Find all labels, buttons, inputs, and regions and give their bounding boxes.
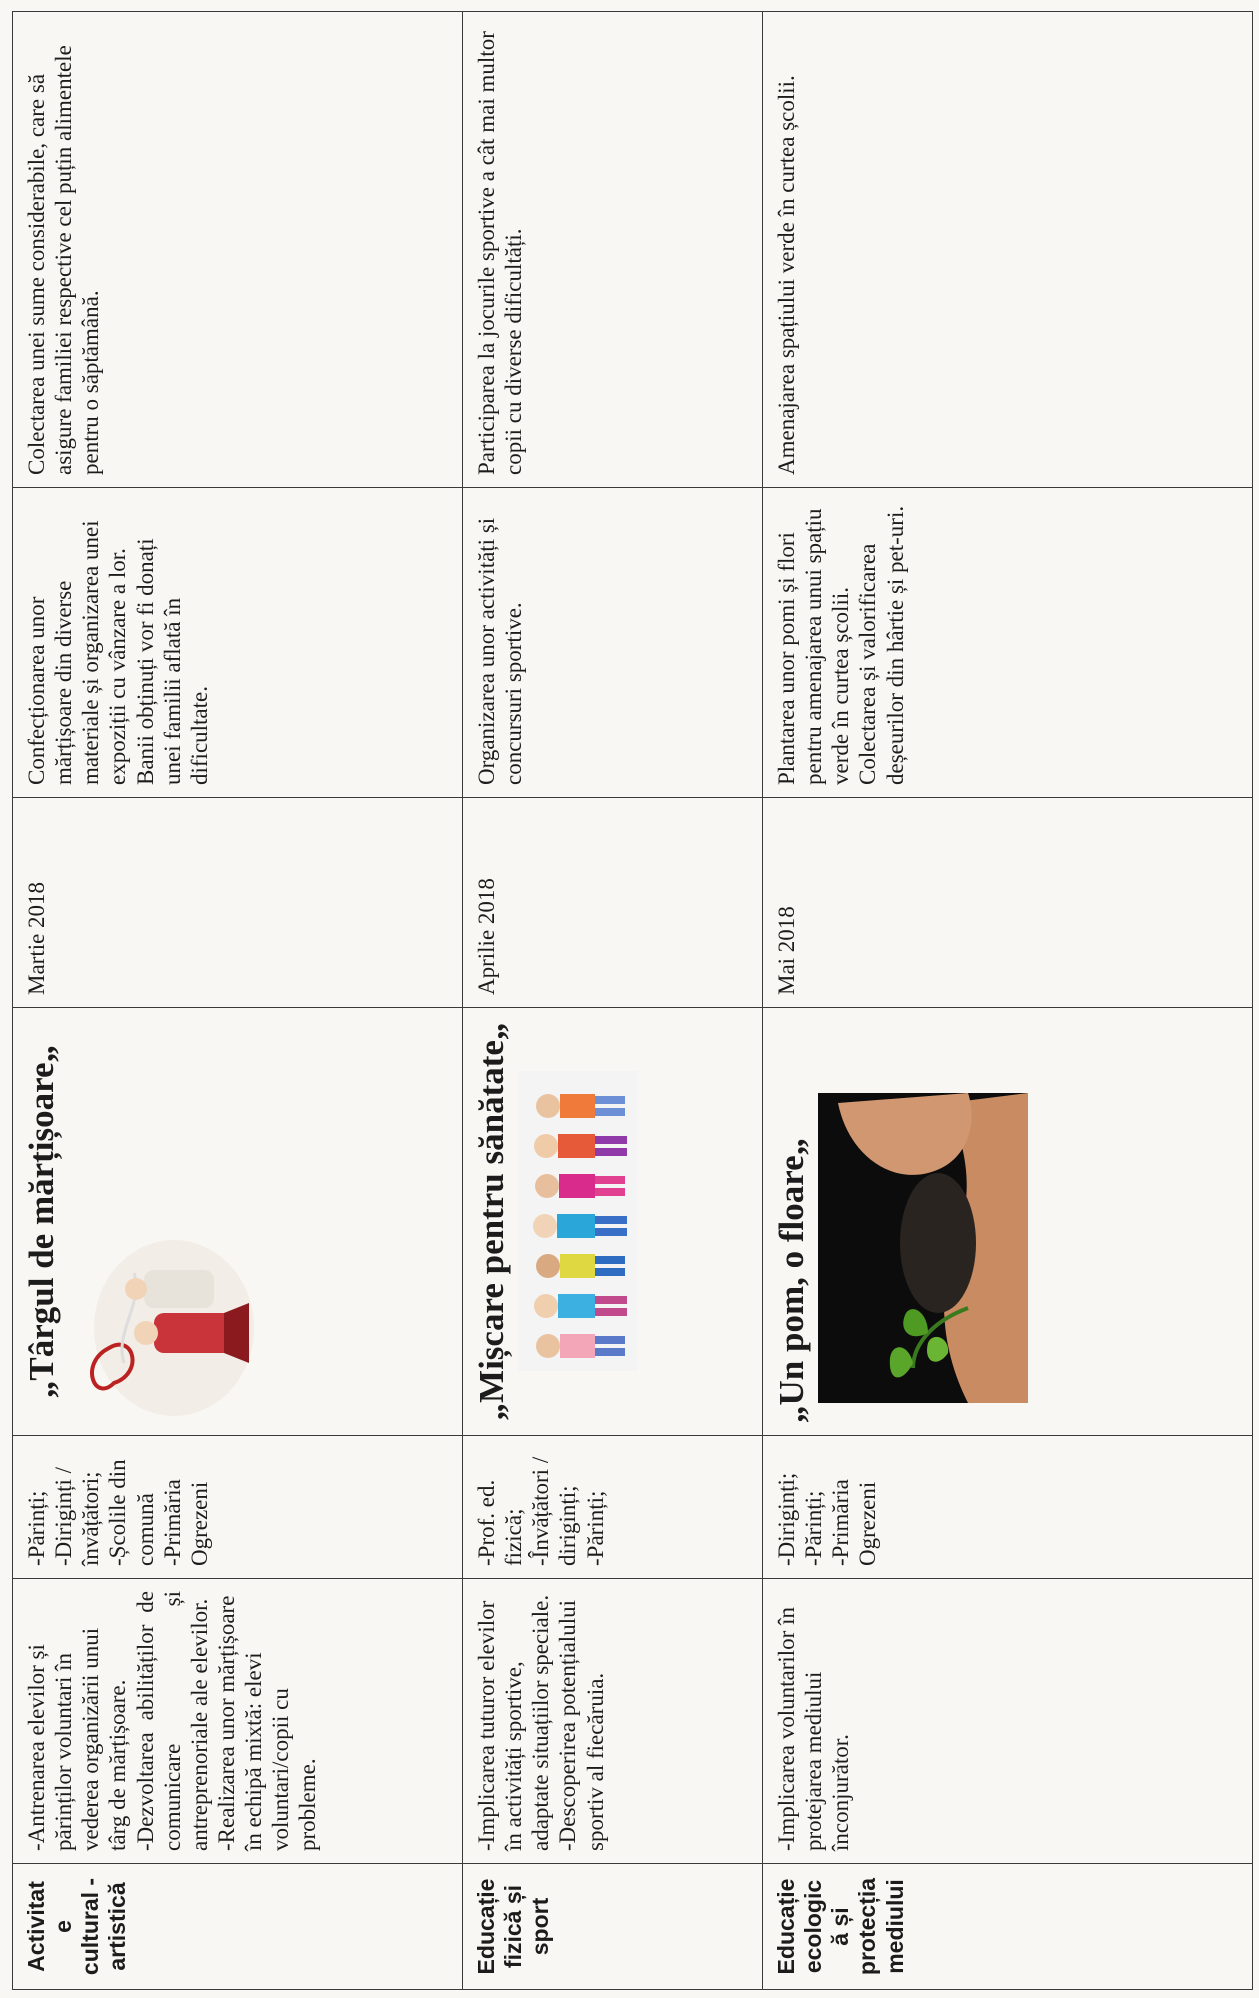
results-cell [13, 12, 463, 488]
table-row [13, 12, 463, 1990]
partner-text: -Primăria Ogrezeni [828, 1479, 881, 1566]
period-cell [763, 798, 1253, 1008]
activities-text: Confecționarea unor mărțișoare din diverse materiale și organizarea unei expoziții cu vânzare a lor. Banii obținuți vor fi donați unei familii aflată în dificultate. [24, 520, 212, 785]
period-cell [13, 798, 463, 1008]
objective-text: -Realizarea unor mărțișoare în echipă mixtă: elevi voluntari/copii cu probleme. [213, 1595, 321, 1851]
results-cell [463, 12, 763, 488]
period-cell [463, 798, 763, 1008]
domain-label: Educație fizică și sport [473, 1878, 554, 1975]
results-text: Colectarea unei sume considerabile, care să asigure familiei respective cel puțin alimentele pentru o săptămână. [24, 45, 104, 475]
activity-title-cell [13, 1008, 463, 1436]
partner-text: -Părinți; [801, 1490, 827, 1566]
activities-cell [13, 488, 463, 798]
objective-text: -Antrenarea elevilor și părinților voluntari în vederea organizării unui târg de mărțișoare. [24, 1627, 131, 1851]
hands-holding-seedling-photo [818, 1093, 1028, 1403]
partner-text: -Diriginți / învățători; [51, 1466, 104, 1566]
activities-cell [763, 488, 1253, 798]
partner-text: -Părinți; [24, 1490, 49, 1566]
partner-text: -Școlile din comună [105, 1459, 158, 1566]
period-text: Mai 2018 [774, 906, 799, 995]
results-cell [763, 12, 1253, 488]
activities-table [12, 11, 1253, 1990]
activity-title: „Târgul de mărțișoare„ [22, 1044, 61, 1399]
table-row [463, 12, 763, 1990]
domain-label: Educație ecologică și protecția mediului [773, 1877, 908, 1976]
domain-cell [763, 1864, 1253, 1990]
children-group-photo [518, 1072, 638, 1372]
objective-text: -Descoperirea potențialului sportiv al fiecăruia. [555, 1600, 608, 1851]
partner-text: -Prof. ed. fizică; [474, 1479, 527, 1566]
martisor-doll-illustration [74, 1233, 264, 1423]
activities-cell [463, 488, 763, 798]
objectives-cell [763, 1579, 1253, 1864]
partner-text: -Diriginți; [774, 1472, 799, 1566]
domain-cell [13, 1864, 463, 1990]
activities-text: Organizarea unor activități și concursuri sportive. [474, 517, 527, 785]
activity-title: „Mișcare pentru sănătate„ [472, 1022, 511, 1421]
period-text: Martie 2018 [24, 881, 49, 995]
partners-cell [13, 1436, 463, 1579]
period-text: Aprilie 2018 [474, 878, 499, 995]
partner-text: -Părinți; [582, 1490, 608, 1566]
activity-title-cell [463, 1008, 763, 1436]
activities-text: Plantarea unor pomi și flori pentru amenajarea unui spațiu verde în curtea școlii. Colectarea și valorificarea deșeurilor din hârtie și pet-uri. [774, 505, 908, 785]
domain-label: Activitate cultural - artistică [23, 1877, 131, 1976]
objective-text: -Implicarea tuturor elevilor în activități sportive, adaptate situațiilor speciale. [474, 1594, 554, 1851]
domain-cell [463, 1864, 763, 1990]
results-text: Amenajarea spațiului verde în curtea școlii. [774, 75, 799, 475]
objective-text: -Implicarea voluntarilor în protejarea mediului înconjurător. [774, 1607, 854, 1851]
partner-text: -Primăria Ogrezeni [159, 1479, 212, 1566]
table-row [763, 12, 1253, 1990]
activity-title-cell [763, 1008, 1253, 1436]
objectives-cell [13, 1579, 463, 1864]
objective-text: -Dezvoltarea abilităților de comunicare și antreprenoriale ale elevilor. [132, 1591, 212, 1851]
partners-cell [463, 1436, 763, 1579]
partners-cell [763, 1436, 1253, 1579]
objectives-cell [463, 1579, 763, 1864]
partner-text: -Învățători / diriginți; [528, 1456, 581, 1566]
activity-title: „Un pom, o floare„ [772, 1137, 811, 1423]
results-text: Participarea la jocurile sportive a cât mai multor copii cu diverse dificultăți. [474, 31, 527, 475]
